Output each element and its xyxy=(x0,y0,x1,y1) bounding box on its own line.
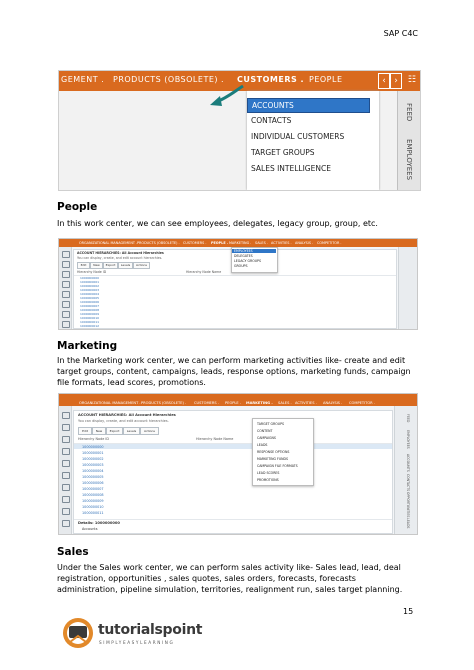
nav-item-customers[interactable]: CUSTOMERS . xyxy=(237,75,305,84)
new-button[interactable]: New xyxy=(90,262,103,269)
marketing-screenshot xyxy=(58,393,418,535)
export-button[interactable]: Export xyxy=(103,262,118,269)
nav-item[interactable]: ORGANIZATIONAL MANAGEMENT . xyxy=(79,401,141,405)
selected-row-highlight xyxy=(74,444,392,449)
chart-icon[interactable] xyxy=(62,291,70,298)
settings-icon[interactable] xyxy=(62,311,70,318)
nav-item[interactable]: ACTIVITIES . xyxy=(271,241,292,245)
left-icon-column xyxy=(59,247,72,329)
edit-button[interactable]: Edit xyxy=(78,427,92,435)
page-number: 15 xyxy=(403,607,414,616)
dropdown-item[interactable]: CONTENT xyxy=(257,429,273,433)
side-label[interactable]: OPPORTUNITIES xyxy=(406,492,410,518)
column-header-id[interactable]: Hierarchy Node ID xyxy=(77,270,107,274)
chevron-left-icon[interactable]: ‹ xyxy=(378,73,390,89)
edit-button[interactable]: Edit xyxy=(77,262,90,269)
side-label[interactable]: EMPLOYEES xyxy=(405,139,413,181)
nav-item-marketing[interactable]: MARKETING . xyxy=(246,401,273,405)
dropdown-item[interactable]: RESPONSE OPTIONS xyxy=(257,450,290,454)
mail-icon[interactable] xyxy=(62,448,70,455)
nav-item[interactable]: CUSTOMERS . xyxy=(183,241,207,245)
document-icon[interactable] xyxy=(62,301,70,308)
paragraph-marketing: In the Marketing work center, we can perform marketing activities like- create and edit target groups, content, campaigns, leads, response options, marketing funds, campaign file formats, lead scores, promotions. xyxy=(57,356,411,387)
details-title: Details: 1000000000 xyxy=(78,521,120,525)
table-row[interactable]: 1000000013 xyxy=(80,328,100,330)
dropdown-item[interactable]: TARGET GROUPS xyxy=(257,422,285,426)
panel-title: ACCOUNT HIERARCHIES: All Account Hierarchies xyxy=(77,251,164,255)
dropdown-item[interactable]: TARGET GROUPS xyxy=(251,148,315,157)
customers-menu-screenshot xyxy=(58,70,421,191)
nav-item[interactable]: PRODUCTS (OBSOLETE) . xyxy=(141,401,187,405)
section-heading-people: People xyxy=(57,201,98,213)
table-row[interactable]: 1000000007 xyxy=(80,304,100,308)
export-button[interactable]: Export xyxy=(106,427,123,435)
tutorialspoint-logo xyxy=(61,616,201,650)
side-label[interactable]: EMPLOYEES xyxy=(406,430,410,449)
header-divider xyxy=(74,275,396,276)
arrow-pointer-icon xyxy=(207,83,247,113)
table-row[interactable]: 1000000011 xyxy=(80,320,100,324)
marketing-dropdown xyxy=(252,418,314,486)
table-row[interactable]: 1000000002 xyxy=(80,284,100,288)
info-icon[interactable] xyxy=(62,520,70,527)
paragraph-people: In this work center, we can see employees, delegates, legacy group, group, etc. xyxy=(57,219,378,228)
panel-subtitle: You can display, create, and edit account hierarchies. xyxy=(78,419,169,423)
chart-icon[interactable] xyxy=(62,460,70,467)
table-row[interactable]: 1000000007 xyxy=(82,487,104,491)
dropdown-item-selected[interactable]: ACCOUNTS xyxy=(247,98,370,113)
levels-button[interactable]: Levels xyxy=(123,427,140,435)
dropdown-item[interactable]: CAMPAIGNS xyxy=(257,436,276,440)
logo-text: tutorialspoint xyxy=(98,622,203,638)
calendar-icon[interactable] xyxy=(62,436,70,443)
table-row[interactable]: 1000000006 xyxy=(82,481,104,485)
nav-item[interactable]: GEMENT . xyxy=(61,75,105,84)
table-row[interactable]: 1000000003 xyxy=(82,463,104,467)
nav-item[interactable]: SALES . xyxy=(278,401,292,405)
side-label[interactable]: ACCOUNTS xyxy=(406,454,410,472)
chevron-right-icon[interactable]: › xyxy=(390,73,402,89)
nav-item[interactable]: CUSTOMERS . xyxy=(194,401,219,405)
dropdown-item[interactable]: DELEGATES xyxy=(234,254,253,258)
panel-subtitle: You can display, create, and edit account hierarchies. xyxy=(77,256,163,260)
nav-item[interactable]: MARKETING . xyxy=(229,241,252,245)
dropdown-item[interactable]: LEGACY GROUPS xyxy=(234,259,261,263)
accounts-tab[interactable]: Accounts xyxy=(82,527,98,531)
nav-item[interactable]: COMPETITOR . xyxy=(349,401,375,405)
table-row[interactable]: 1000000000 xyxy=(80,276,100,280)
table-row[interactable]: 1000000002 xyxy=(82,457,104,461)
table-row[interactable]: 1000000009 xyxy=(80,312,100,316)
side-label[interactable]: CONTACTS xyxy=(406,474,410,492)
right-side-panel xyxy=(397,91,420,190)
table-row[interactable]: 1000000005 xyxy=(80,296,100,300)
paragraph-sales: Under the Sales work center, we can perform sales activity like- Sales lead, lead, deal registration, opportunities , sales quotes, sales orders, forecasts, forecasts administration, pipeline simulation, territories, realignment run, sales target planning. xyxy=(57,563,403,594)
table-row[interactable]: 1000000001 xyxy=(82,451,104,455)
side-label[interactable]: LEADS xyxy=(406,518,410,529)
section-heading-marketing: Marketing xyxy=(57,340,118,352)
dropdown-item[interactable]: LEADS xyxy=(257,443,268,447)
table-row[interactable]: 1000000011 xyxy=(82,511,104,515)
dropdown-item[interactable]: CAMPAIGN FILE FORMATS xyxy=(257,464,298,468)
mail-icon[interactable] xyxy=(62,281,70,288)
table-row[interactable]: 1000000004 xyxy=(80,292,100,296)
help-icon[interactable] xyxy=(62,321,70,328)
dropdown-item[interactable]: SALES INTELLIGENCE xyxy=(251,164,331,173)
nav-item-people[interactable]: PEOPLE . xyxy=(211,241,229,245)
nav-item[interactable]: PRODUCTS (OBSOLETE) . xyxy=(137,241,180,245)
help-icon[interactable] xyxy=(62,508,70,515)
people-screenshot xyxy=(58,238,418,330)
home-icon[interactable] xyxy=(62,412,70,419)
actions-button[interactable]: Actions xyxy=(133,262,150,269)
nav-item[interactable]: ACTIVITIES . xyxy=(295,401,317,405)
people-icon[interactable] xyxy=(62,484,70,491)
table-row[interactable]: 1000000004 xyxy=(82,469,104,473)
new-button[interactable]: New xyxy=(92,427,106,435)
nav-item[interactable]: PRODUCTS (OBSOLETE) . xyxy=(113,75,225,84)
table-row[interactable]: 1000000006 xyxy=(80,300,100,304)
nav-item[interactable]: ANALYSIS . xyxy=(323,401,343,405)
nav-item[interactable]: PEOPLE xyxy=(309,75,343,84)
table-row[interactable]: 1000000005 xyxy=(82,475,104,479)
table-row[interactable]: 1000000001 xyxy=(80,280,100,284)
grid-menu-icon[interactable]: ☷ xyxy=(407,75,416,85)
table-row[interactable]: 1000000000 xyxy=(82,445,104,449)
dropdown-item[interactable]: INDIVIDUAL CUSTOMERS xyxy=(251,132,345,141)
left-icon-column xyxy=(59,406,72,534)
side-label[interactable]: FEED xyxy=(406,414,410,423)
column-header-id[interactable]: Hierarchy Node ID xyxy=(78,437,110,441)
home-icon[interactable] xyxy=(62,251,70,258)
details-divider xyxy=(74,519,392,520)
side-label[interactable]: FEED xyxy=(405,103,413,122)
column-header-name[interactable]: Hierarchy Node Name xyxy=(186,270,222,274)
column-header-name[interactable]: Hierarchy Node Name xyxy=(196,437,234,441)
customers-dropdown xyxy=(247,91,379,190)
people-dropdown xyxy=(231,247,278,273)
nav-item[interactable]: ORGANIZATIONAL MANAGEMENT . xyxy=(79,241,138,245)
table-row[interactable]: 1000000012 xyxy=(80,324,100,328)
settings-icon[interactable] xyxy=(62,496,70,503)
dropdown-item[interactable]: EMPLOYEES xyxy=(234,249,253,253)
table-row[interactable]: 1000000008 xyxy=(80,308,100,312)
logo-mark-icon xyxy=(61,616,95,650)
content-panel xyxy=(73,410,393,534)
dropdown-item[interactable]: PROMOTIONS xyxy=(257,478,279,482)
search-icon[interactable] xyxy=(62,424,70,431)
search-icon[interactable] xyxy=(62,261,70,268)
panel-title: ACCOUNT HIERARCHIES: All Account Hierarchies xyxy=(78,413,176,417)
levels-button[interactable]: Levels xyxy=(118,262,133,269)
table-row[interactable]: 1000000008 xyxy=(82,493,104,497)
nav-item[interactable]: SALES . xyxy=(255,241,268,245)
nav-item[interactable]: PEOPLE . xyxy=(225,401,241,405)
table-row[interactable]: 1000000003 xyxy=(80,288,100,292)
table-row[interactable]: 1000000009 xyxy=(82,499,104,503)
document-icon[interactable] xyxy=(62,472,70,479)
top-nav-bar xyxy=(59,394,417,406)
actions-button[interactable]: Actions xyxy=(140,427,159,435)
nav-arrows xyxy=(378,73,402,87)
nav-item[interactable]: ANALYSIS . xyxy=(295,241,314,245)
dropdown-item[interactable]: CONTACTS xyxy=(251,116,292,125)
right-side-panel xyxy=(394,406,417,534)
section-heading-sales: Sales xyxy=(57,546,89,558)
calendar-icon[interactable] xyxy=(62,271,70,278)
dropdown-item[interactable]: LEAD SCORES xyxy=(257,471,280,475)
dropdown-item[interactable]: GROUPS xyxy=(234,264,248,268)
dropdown-item[interactable]: MARKETING FUNDS xyxy=(257,457,289,461)
logo-tagline: SIMPLYEASYLEARNING xyxy=(99,640,175,645)
document-header: SAP C4C xyxy=(383,29,418,38)
table-row[interactable]: 1000000010 xyxy=(82,505,104,509)
nav-item[interactable]: COMPETITOR . xyxy=(317,241,342,245)
top-nav-bar xyxy=(59,239,417,247)
right-side-panel xyxy=(398,247,417,329)
table-row[interactable]: 1000000010 xyxy=(80,316,100,320)
